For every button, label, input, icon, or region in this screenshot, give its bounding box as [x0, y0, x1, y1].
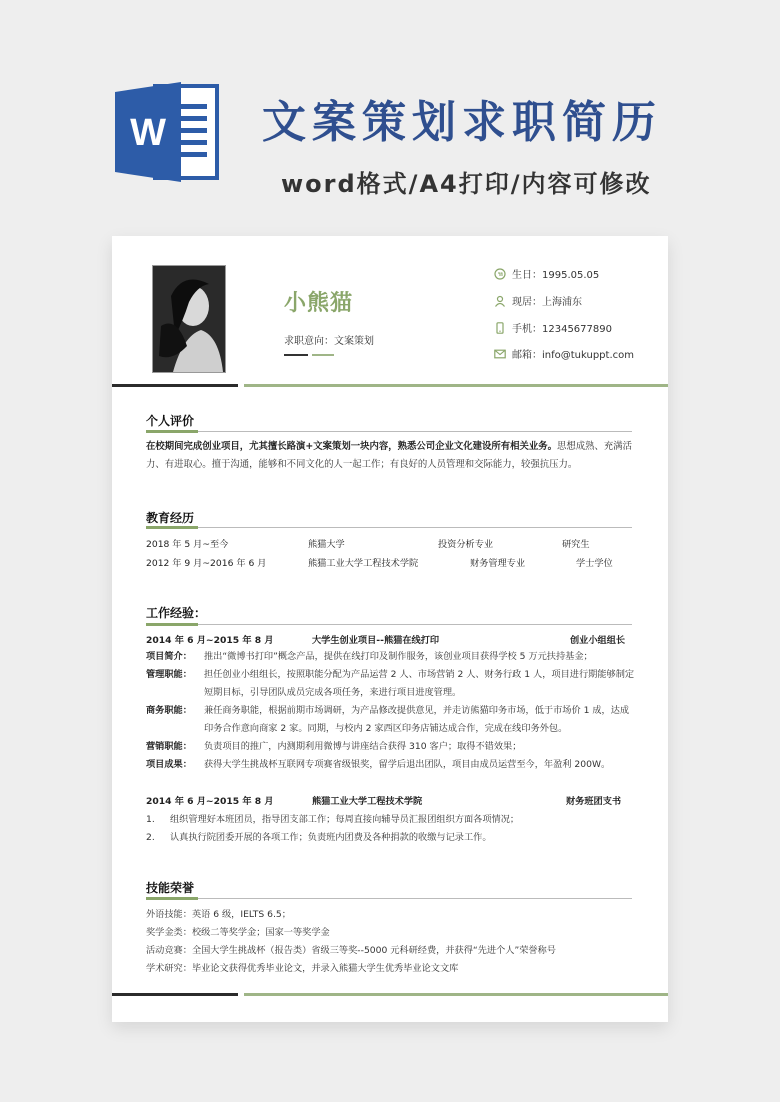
- education-school: 熊猫工业大学工程技术学院: [308, 558, 419, 569]
- work-line-value: 获得大学生挑战杯互联网专项赛省级银奖，留学后退出团队，项目由成员运营至今，年盈利 200W。: [204, 759, 611, 770]
- skill-value: 毕业论文获得优秀毕业论文，并录入熊猫大学生优秀毕业论文文库: [191, 963, 459, 974]
- work-job1-line: [146, 738, 636, 756]
- phone-icon: [494, 322, 506, 334]
- mail-icon: [494, 348, 506, 360]
- education-degree: 学士学位: [576, 558, 613, 569]
- evaluation-plain-text: 思想成熟、充满活力、有进取心。擅于沟通，能够和不同文化的人一起工作；有良好的人员管理和交际能力，较强抗压力。: [146, 441, 632, 470]
- word-icon-letter: W: [130, 112, 166, 154]
- skill-value: 校级二等奖学金；国家一等奖学金: [191, 927, 330, 938]
- contact-location-text: 现居：上海浦东: [512, 297, 582, 308]
- job-intent: 求职意向：文案策划: [284, 336, 374, 347]
- banner-subtitle: word格式/A4打印/内容可修改: [281, 170, 652, 198]
- section-title-education: 教育经历: [146, 511, 195, 525]
- work-job1-project: 大学生创业项目--熊猫在线打印: [312, 635, 440, 646]
- word-icon: [115, 82, 221, 182]
- education-date: 2018 年 5 月~至今: [146, 539, 229, 550]
- name-rule: [284, 354, 308, 356]
- skill-line: [146, 960, 458, 974]
- work-line-text: 组织管理好本班团员，指导团支部工作；每周直接向辅导员汇报团组织方面各项情况；: [170, 814, 520, 825]
- education-date: 2012 年 9 月~2016 年 6 月: [146, 558, 267, 569]
- work-job1-role: 创业小组组长: [570, 635, 626, 646]
- evaluation-text: [146, 438, 634, 474]
- education-major: 投资分析专业: [438, 539, 494, 550]
- contact-phone: [494, 320, 612, 335]
- work-line-value: 兼任商务职能，根据前期市场调研，为产品修改提供意见，并走访熊猫印务市场，低于市场价 1 成，达成印务合作意向商家 2 家。同期，与校内 2 家西区印务店铺达成合作，完成在线印务外包。: [204, 705, 630, 734]
- skill-value: 全国大学生挑战杯（报告类）省级三等奖--5000 元科研经费，并获得“先进个人”荣誉称号: [191, 945, 556, 956]
- work-job2-org: 熊猫工业大学工程技术学院: [312, 796, 423, 807]
- skill-key: 学术研究：: [146, 963, 192, 974]
- banner-title: 文案策划求职简历: [262, 97, 662, 148]
- location-icon: [494, 295, 506, 307]
- evaluation-bold-text: 在校期间完成创业项目，尤其擅长路演+文案策划一块内容，熟悉公司企业文化建设所有相关业务。: [146, 441, 557, 452]
- birthday-icon: [494, 268, 506, 280]
- contact-email: [494, 346, 634, 361]
- skill-line: [146, 924, 330, 938]
- contact-birthday: [494, 266, 599, 281]
- work-line-value: 推出“微博书打印”概念产品，提供在线打印及制作服务，该创业项目获得学校 5 万元扶持基金；: [204, 651, 593, 662]
- section-rule: [146, 527, 632, 528]
- section-rule-mark: [146, 623, 198, 626]
- education-school: 熊猫大学: [308, 539, 345, 550]
- section-title-work: 工作经验：: [146, 606, 207, 620]
- header-divider: [112, 384, 238, 387]
- contact-location: [494, 293, 582, 308]
- work-job1-line: [146, 648, 636, 666]
- section-rule-mark: [146, 430, 198, 433]
- work-job1-line: [146, 756, 636, 774]
- skill-line: [146, 942, 556, 956]
- section-title-skills: 技能荣誉: [146, 881, 195, 895]
- name-rule-accent: [312, 354, 334, 356]
- work-job2-date: 2014 年 6 月~2015 年 8 月: [146, 796, 274, 807]
- work-line-key: 商务职能：: [146, 705, 192, 716]
- work-job2-line: [146, 829, 492, 843]
- work-job2-role: 财务班团支书: [566, 796, 622, 807]
- work-line-number: 2.: [146, 832, 155, 843]
- footer-divider: [112, 993, 238, 996]
- contact-phone-text: 手机：12345677890: [512, 324, 612, 335]
- work-job1-date: 2014 年 6 月~2015 年 8 月: [146, 635, 274, 646]
- section-rule: [146, 624, 632, 625]
- section-rule: [146, 431, 632, 432]
- work-line-key: 项目简介：: [146, 651, 192, 662]
- work-job1-line: [146, 702, 636, 738]
- contact-birthday-text: 生日：1995.05.05: [512, 270, 600, 281]
- education-major: 财务管理专业: [470, 558, 526, 569]
- section-title-evaluation: 个人评价: [146, 414, 195, 428]
- profile-photo: [152, 265, 226, 373]
- work-line-value: 担任创业小组组长，按照职能分配为产品运营 2 人、市场营销 2 人、财务行政 1 人，项目进行期能够制定短期目标，引导团队成员完成各项任务，来进行项目进度管理。: [204, 669, 635, 698]
- education-degree: 研究生: [562, 539, 590, 550]
- skill-line: [146, 906, 291, 920]
- skill-key: 外语技能：: [146, 909, 192, 920]
- footer-divider-accent: [244, 993, 668, 996]
- section-rule: [146, 898, 632, 899]
- banner: [0, 0, 780, 230]
- work-line-text: 认真执行院团委开展的各项工作；负责班内团费及各种捐款的收缴与记录工作。: [170, 832, 492, 843]
- work-job1-line: [146, 666, 636, 702]
- contact-email-text: 邮箱：info@tukuppt.com: [512, 350, 634, 361]
- work-line-key: 管理职能：: [146, 669, 192, 680]
- section-rule-mark: [146, 526, 198, 529]
- skill-key: 奖学金类：: [146, 927, 192, 938]
- work-line-value: 负责项目的推广，内测期利用微博与讲座结合获得 310 客户；取得不错效果；: [204, 741, 522, 752]
- work-line-key: 项目成果：: [146, 759, 192, 770]
- header-divider-accent: [244, 384, 668, 387]
- skill-key: 活动竞赛：: [146, 945, 192, 956]
- work-line-number: 1.: [146, 814, 155, 825]
- work-job2-line: [146, 811, 519, 825]
- profile-name: 小熊猫: [284, 291, 354, 316]
- section-rule-mark: [146, 897, 198, 900]
- work-line-key: 营销职能：: [146, 741, 192, 752]
- skill-value: 英语 6 级，IELTS 6.5；: [191, 909, 291, 920]
